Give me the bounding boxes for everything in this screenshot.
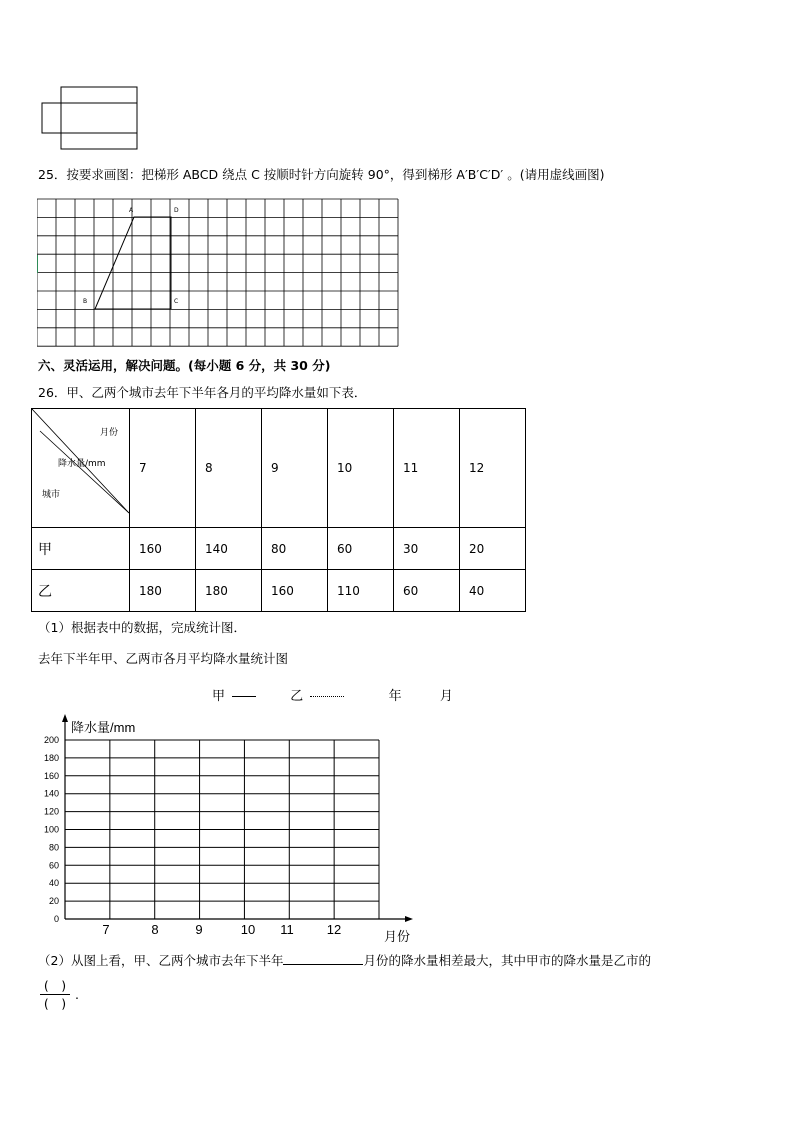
y-tick-label: 160: [43, 770, 59, 781]
x-tick-label: 11: [280, 922, 294, 937]
y-tick-label: 40: [48, 878, 59, 889]
value-cell: 60: [394, 570, 460, 612]
y-tick-label: 60: [48, 860, 59, 871]
legend-year-label: 年: [388, 689, 402, 704]
chart-title: 去年下半年甲、乙两市各月平均降水量统计图: [38, 651, 289, 666]
rainfall-table: [31, 408, 526, 612]
x-axis-arrow: [405, 916, 413, 922]
legend-month-label: 月: [439, 689, 453, 704]
x-tick-label: 9: [195, 922, 203, 937]
month-header: 12: [460, 409, 526, 528]
month-header: 10: [328, 409, 394, 528]
x-tick-label: 12: [326, 922, 342, 937]
chart-legend: [212, 689, 453, 705]
value-cell: 40: [460, 570, 526, 612]
value-cell: 20: [460, 528, 526, 570]
point-d-label: D: [174, 207, 179, 214]
table-row: [32, 570, 526, 612]
value-cell: 60: [328, 528, 394, 570]
value-cell: 180: [130, 570, 196, 612]
month-header: 11: [394, 409, 460, 528]
y-axis-arrow: [62, 714, 68, 722]
value-cell: 160: [262, 570, 328, 612]
x-axis-title: 月份: [384, 929, 411, 944]
corner-city-label: 城市: [42, 490, 61, 500]
legend-jia-line: [232, 696, 256, 697]
answer-fraction[interactable]: [40, 978, 70, 1011]
fraction-period: .: [75, 987, 79, 1002]
y-tick-label: 180: [43, 752, 59, 763]
value-cell: 110: [328, 570, 394, 612]
value-cell: 160: [130, 528, 196, 570]
rainfall-line-chart: [30, 712, 420, 944]
q26-part2: [38, 952, 651, 969]
q26-intro: 26．甲、乙两个城市去年下半年各月的平均降水量如下表．: [38, 385, 367, 400]
value-cell: 140: [196, 528, 262, 570]
y-axis-title: 降水量/mm: [71, 720, 136, 735]
answer-blank-month[interactable]: [283, 952, 363, 965]
value-cell: 180: [196, 570, 262, 612]
point-b-label: B: [83, 298, 88, 305]
month-header: 8: [196, 409, 262, 528]
fraction-denominator: ( ): [43, 996, 67, 1011]
y-tick-label: 80: [48, 842, 59, 853]
point-c-label: C: [174, 298, 179, 305]
table-corner-cell: [32, 409, 130, 528]
trapezoid-abcd: [95, 217, 171, 309]
q25-grid: [37, 198, 401, 348]
x-tick-label: 8: [151, 922, 159, 937]
corner-rain-label: 降水量/mm: [58, 459, 106, 469]
value-cell: 30: [394, 528, 460, 570]
corner-month-label: 月份: [100, 428, 119, 438]
legend-yi-label: 乙: [290, 689, 304, 704]
q26-part1: （1）根据表中的数据，完成统计图．: [38, 620, 246, 635]
city-cell: 乙: [32, 570, 130, 612]
legend-yi-line: [310, 696, 344, 697]
q25-text: 25．按要求画图：把梯形 ABCD 绕点 C 按顺时针方向旋转 90°，得到梯形 A′B′C′D′ 。(请用虚线画图): [38, 167, 605, 182]
section-six-title: 六、灵活运用，解决问题。(每小题 6 分，共 30 分): [38, 358, 331, 373]
q26-part2-after: 月份的降水量相差最大，其中甲市的降水量是乙市的: [363, 953, 651, 968]
y-tick-label: 140: [43, 788, 59, 799]
y-tick-label: 200: [43, 735, 59, 745]
y-tick-label: 0: [53, 914, 59, 924]
x-tick-label: 10: [240, 922, 256, 937]
month-header: 7: [130, 409, 196, 528]
legend-jia-label: 甲: [212, 689, 226, 704]
box-net-figure: [38, 85, 140, 151]
fraction-numerator: ( ): [43, 978, 67, 993]
value-cell: 80: [262, 528, 328, 570]
month-header: 9: [262, 409, 328, 528]
city-cell: 甲: [32, 528, 130, 570]
point-a-label: A: [129, 207, 134, 214]
table-row: [32, 528, 526, 570]
y-tick-label: 20: [48, 896, 59, 907]
x-tick-label: 7: [102, 922, 110, 937]
y-tick-label: 120: [43, 806, 59, 817]
q26-part2-before: （2）从图上看，甲、乙两个城市去年下半年: [38, 953, 284, 968]
y-tick-label: 100: [43, 824, 59, 835]
